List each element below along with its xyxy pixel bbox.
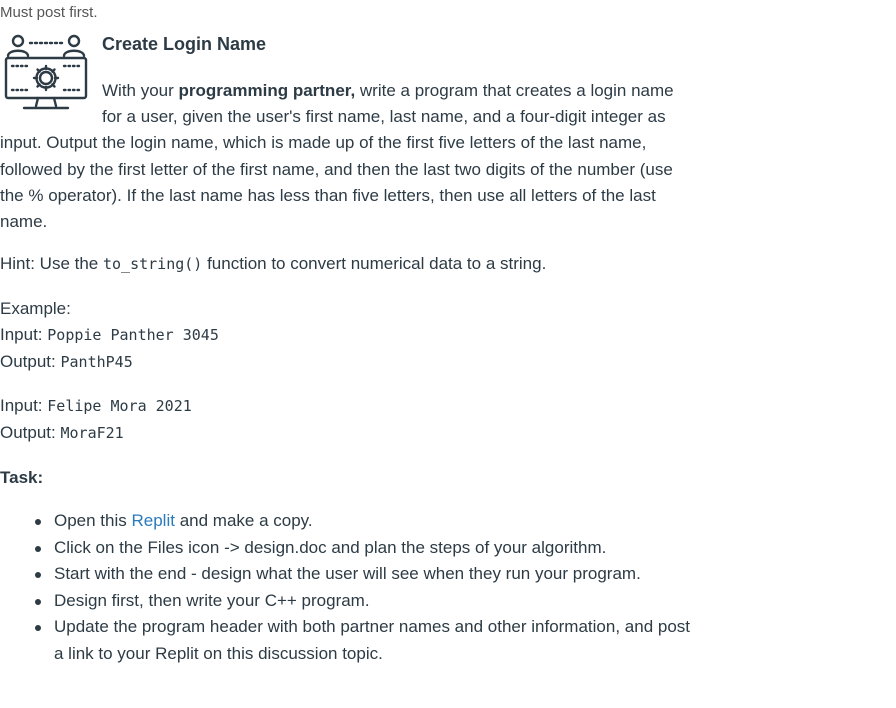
must-post-notice: Must post first. bbox=[0, 4, 98, 21]
list-item: Start with the end - design what the user will see when they run your program. bbox=[54, 561, 694, 588]
page-title: Create Login Name bbox=[102, 34, 267, 54]
input-label: Input: bbox=[0, 396, 48, 415]
intro-text-rest: write a program that creates a login name for a user, given the user's first name, last name, and a four-digit integer as input. Output the login name, which is made up of the first five letters of the last name, followed by the first letter of the first name, and then the last two digits of the number (use the % operator). If the last name has less than five letters, then use all letters of the last name. bbox=[0, 81, 674, 232]
input-value: Poppie Panther 3045 bbox=[47, 326, 219, 344]
task-text: Open this bbox=[54, 511, 132, 530]
task-text: and make a copy. bbox=[174, 511, 313, 530]
output-label: Output: bbox=[0, 423, 61, 442]
list-item: Update the program header with both partner names and other information, and post a link to your Replit on this discussion topic. bbox=[54, 614, 694, 667]
example-1-input bbox=[0, 325, 219, 345]
list-item: Click on the Files icon -> design.doc and plan the steps of your algorithm. bbox=[54, 535, 694, 562]
hint-suffix: function to convert numerical data to a string. bbox=[202, 254, 547, 273]
input-label: Input: bbox=[0, 325, 48, 344]
hint-prefix: Hint: Use the bbox=[0, 254, 103, 273]
intro-text-start: With your bbox=[102, 81, 179, 100]
output-value: PanthP45 bbox=[60, 353, 133, 371]
hint-text bbox=[0, 254, 546, 274]
task-label: Task: bbox=[0, 468, 44, 487]
list-item: Design first, then write your C++ program. bbox=[54, 588, 694, 615]
list-item bbox=[54, 508, 694, 535]
example-label: Example: bbox=[0, 299, 71, 318]
output-label: Output: bbox=[0, 352, 61, 371]
example-1-output bbox=[0, 352, 133, 372]
example-2-input bbox=[0, 396, 192, 416]
example-2-output bbox=[0, 423, 124, 443]
intro-paragraph bbox=[0, 78, 690, 235]
task-list bbox=[0, 508, 694, 667]
intro-bold-text: programming partner, bbox=[178, 81, 356, 100]
output-value: MoraF21 bbox=[60, 424, 124, 442]
replit-link[interactable]: Replit bbox=[131, 511, 175, 530]
hint-code: to_string() bbox=[103, 255, 203, 273]
input-value: Felipe Mora 2021 bbox=[47, 397, 192, 415]
